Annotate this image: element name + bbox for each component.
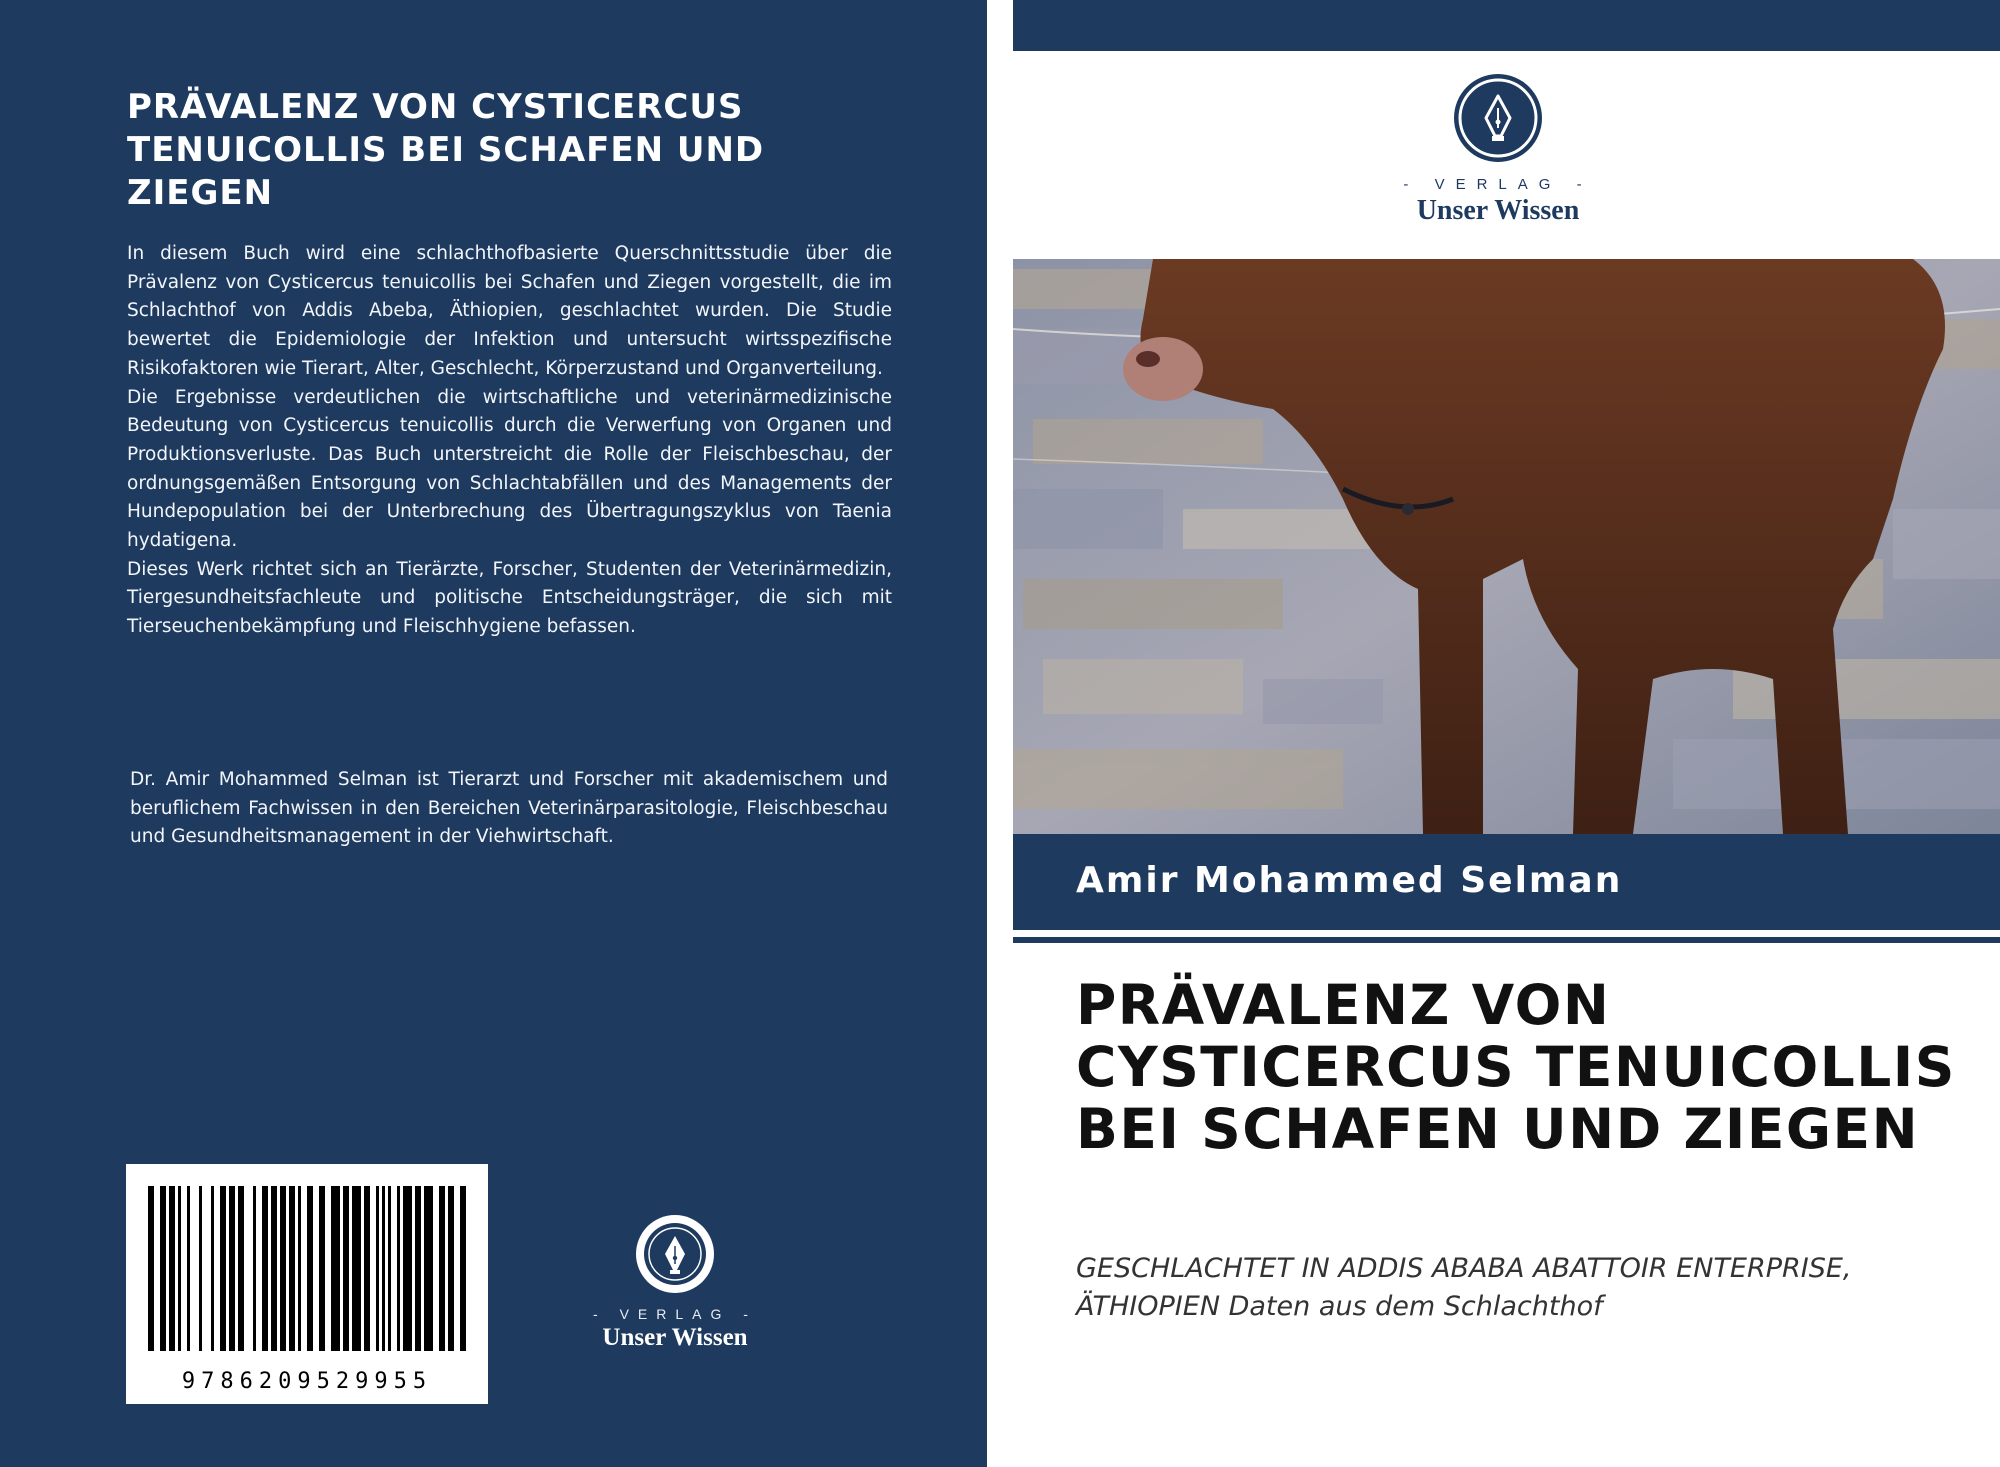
barcode-bar	[280, 1186, 286, 1351]
top-navy-band	[1013, 0, 2000, 51]
barcode-bar	[382, 1186, 385, 1351]
barcode-bar	[199, 1186, 202, 1351]
barcode-bar	[397, 1186, 400, 1351]
isbn-barcode	[126, 1164, 488, 1404]
barcode-bar	[187, 1186, 190, 1351]
barcode-bar	[403, 1186, 412, 1351]
barcode-bar	[460, 1186, 466, 1351]
barcode-bar	[178, 1186, 181, 1351]
blurb-paragraph: In diesem Buch wird eine schlachthofbasierte Querschnittsstudie über die Prävalenz von Cysticercus tenuicollis bei Schafen und Ziegen vorgestellt, die im Schlachthof von Addis Abeba, Äthiopien, geschlachtet wurden. Die Studie bewertet die Epidemiologie der Infektion und untersucht wirtsspezifische Risikofaktoren wie Tierart, Alter, Geschlecht, Körperzustand und Organverteilung.	[127, 243, 892, 379]
barcode-bar	[169, 1186, 175, 1351]
publisher-brand-name: Unser Wissen	[602, 1324, 748, 1351]
barcode-bar	[376, 1186, 379, 1351]
barcode-bar	[262, 1186, 268, 1351]
front-publisher-logo	[1348, 72, 1648, 227]
back-cover-blurb	[127, 240, 892, 642]
publisher-brand-name: Unser Wissen	[1416, 195, 1580, 226]
barcode-bar	[424, 1186, 433, 1351]
goat-photo-illustration	[1013, 259, 2000, 834]
barcode-bar	[364, 1186, 370, 1351]
barcode-bars	[126, 1164, 488, 1364]
barcode-bar	[307, 1186, 313, 1351]
front-cover-title: PRÄVALENZ VON CYSTICERCUS TENUICOLLIS BEI SCHAFEN UND ZIEGEN	[1076, 973, 1956, 1161]
front-cover-subtitle: GESCHLACHTET IN ADDIS ABABA ABATTOIR ENTERPRISE, ÄTHIOPIEN Daten aus dem Schlachthof	[1076, 1253, 1852, 1322]
barcode-bar	[448, 1186, 454, 1351]
publisher-verlag-label: - VERLAG -	[593, 1306, 757, 1322]
barcode-bar	[229, 1186, 235, 1351]
back-publisher-logo	[570, 1212, 780, 1352]
barcode-bar	[238, 1186, 244, 1351]
barcode-bar	[253, 1186, 256, 1351]
front-cover	[1013, 0, 2000, 1467]
barcode-bar	[220, 1186, 226, 1351]
barcode-bar	[388, 1186, 391, 1351]
barcode-bar	[211, 1186, 214, 1351]
author-band	[1013, 834, 2000, 930]
spine-gap	[987, 0, 1013, 1467]
barcode-bar	[343, 1186, 349, 1351]
barcode-bar	[415, 1186, 421, 1351]
back-cover-title: PRÄVALENZ VON CYSTICERCUS TENUICOLLIS BEI SCHAFEN UND ZIEGEN	[127, 87, 765, 213]
barcode-bar	[289, 1186, 295, 1351]
barcode-bar	[271, 1186, 277, 1351]
barcode-bar	[148, 1186, 154, 1351]
blurb-paragraph: Die Ergebnisse verdeutlichen die wirtschaftliche und veterinärmedizinische Bedeutung von Cysticercus tenuicollis durch die Verwerfung von Organen und Produktionsverluste. Das Buch unterstreicht die Rolle der Fleischbeschau, der ordnungsgemäßen Entsorgung von Schlachtabfällen und des Managements der Hundepopulation bei der Unterbrechung des Übertragungszyklus von Taenia hydatigena.	[127, 386, 892, 552]
fountain-pen-nib-icon	[633, 1212, 717, 1296]
author-bio: Dr. Amir Mohammed Selman ist Tierarzt und Forscher mit akademischem und beruflichem Fachwissen in den Bereichen Veterinärparasitologie, Fleischbeschau und Gesundheitsmanagement in der Viehwirtschaft.	[130, 769, 888, 848]
fountain-pen-nib-icon	[1452, 72, 1544, 164]
barcode-bar	[352, 1186, 361, 1351]
publisher-verlag-label: - VERLAG -	[1403, 176, 1593, 193]
barcode-bar	[160, 1186, 166, 1351]
blurb-paragraph: Dieses Werk richtet sich an Tierärzte, Forscher, Studenten der Veterinärmedizin, Tiergesundheitsfachleute und politische Entscheidungsträger, die sich mit Tierseuchenbekämpfung und Fleischhygiene befassen.	[127, 558, 892, 638]
divider-line	[1013, 937, 2000, 943]
barcode-bar	[298, 1186, 301, 1351]
back-cover	[0, 0, 987, 1467]
author-name: Amir Mohammed Selman	[1076, 860, 1623, 901]
barcode-bar	[319, 1186, 325, 1351]
cover-photo-goat	[1013, 259, 2000, 834]
barcode-bar	[331, 1186, 340, 1351]
barcode-digits: 9786209529955	[181, 1369, 433, 1394]
barcode-bar	[439, 1186, 445, 1351]
